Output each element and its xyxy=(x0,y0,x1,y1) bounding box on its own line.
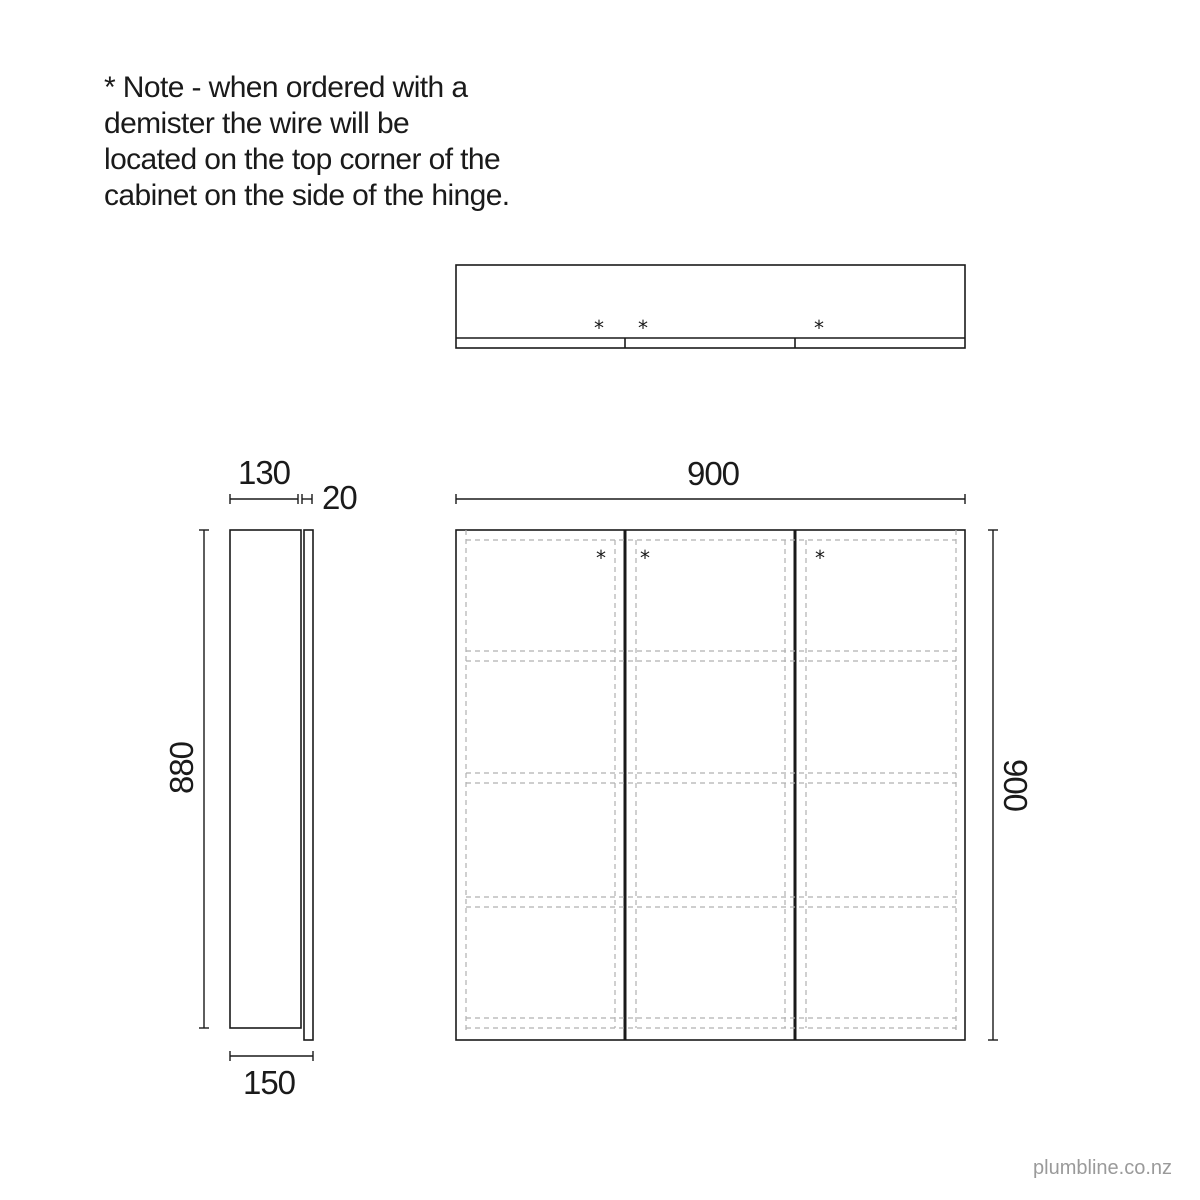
top-view xyxy=(456,265,965,348)
side-view xyxy=(230,530,313,1040)
dim-front-height-900: 900 xyxy=(997,758,1034,812)
top-view-star-2: * xyxy=(638,316,648,340)
note-line-3: located on the top corner of the xyxy=(104,143,501,176)
note-line-4: cabinet on the side of the hinge. xyxy=(104,179,510,212)
front-dimension-lines xyxy=(456,494,998,1040)
side-dimension-lines xyxy=(199,494,313,1061)
front-door-dividers xyxy=(625,530,795,1040)
top-view-star-1: * xyxy=(594,316,604,340)
site-watermark: plumbline.co.nz xyxy=(1033,1157,1172,1179)
top-view-star-3: * xyxy=(814,316,824,340)
front-view-star-1: * xyxy=(596,546,606,570)
dim-front-width-900: 900 xyxy=(686,455,740,492)
dim-door-thickness-20: 20 xyxy=(322,479,357,516)
internal-shelves xyxy=(466,530,956,1030)
note-line-1: * Note - when ordered with a xyxy=(104,71,468,104)
note-line-2: demister the wire will be xyxy=(104,107,410,140)
dim-side-depth-130: 130 xyxy=(237,454,291,491)
front-view-outline xyxy=(456,530,965,1040)
front-view-star-3: * xyxy=(815,546,825,570)
top-view-body xyxy=(456,265,965,348)
dim-side-height-880: 880 xyxy=(163,741,200,795)
side-view-door xyxy=(304,530,313,1040)
dim-total-depth-150: 150 xyxy=(242,1064,296,1101)
front-view xyxy=(456,530,965,1040)
front-view-star-2: * xyxy=(640,546,650,570)
side-view-body xyxy=(230,530,301,1028)
